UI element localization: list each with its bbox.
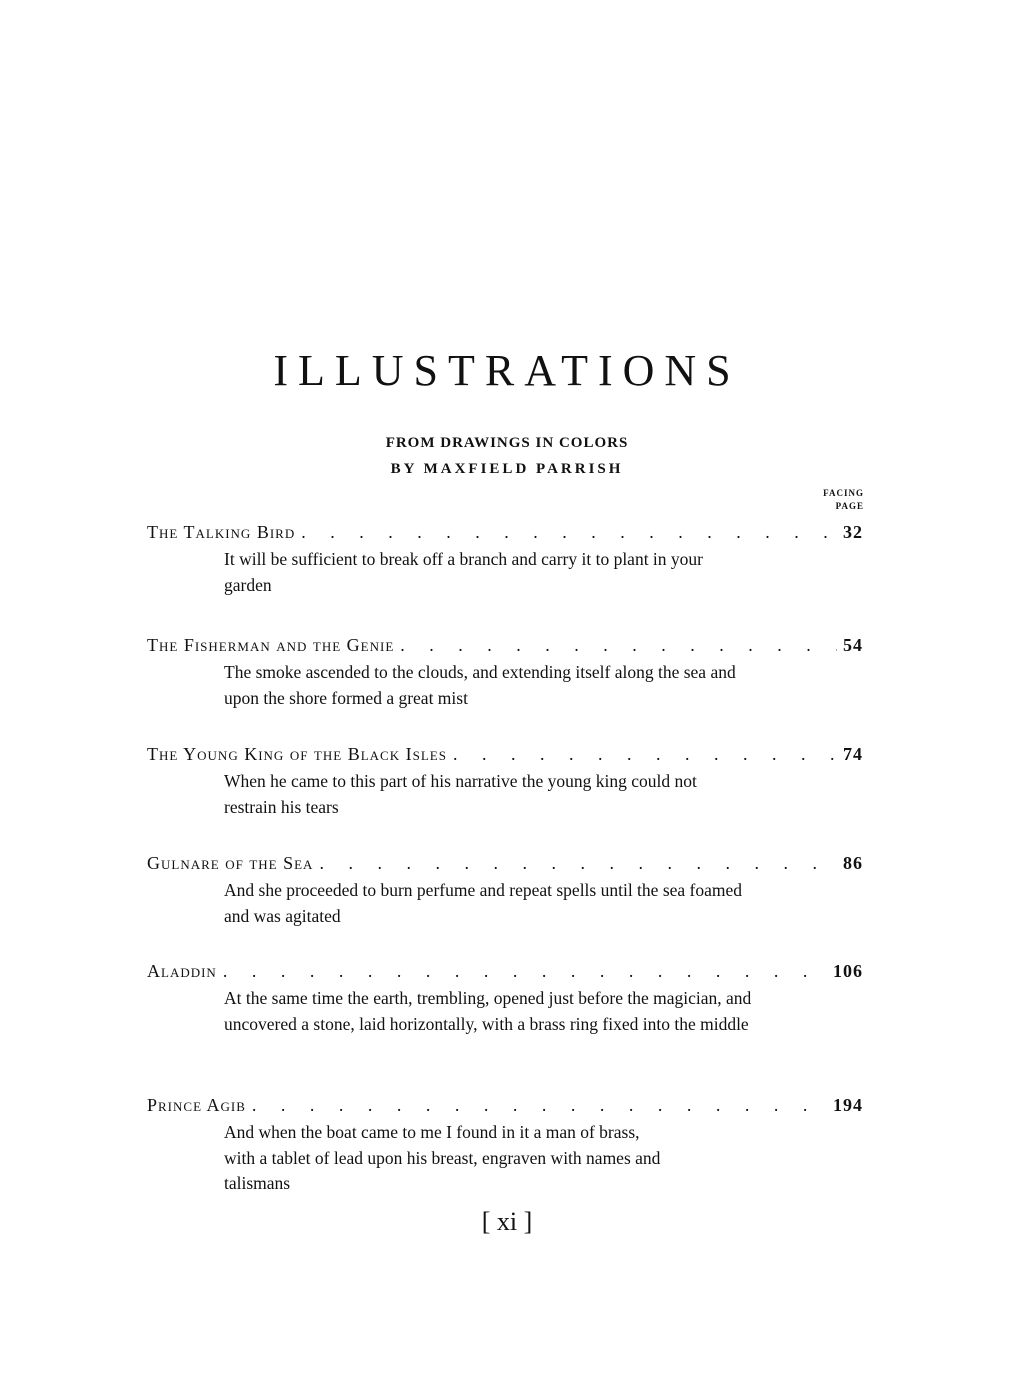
dot-leader	[301, 521, 837, 543]
illustration-entry	[147, 960, 863, 1037]
entry-page-number: 74	[843, 744, 863, 764]
entry-caption: The smoke ascended to the clouds, and extending itself along the sea and upon the shore formed a great mist	[224, 662, 736, 708]
illustration-entry	[147, 1094, 863, 1197]
entry-page-number: 54	[843, 635, 863, 655]
entry-caption: And when the boat came to me I found in it a man of brass, with a tablet of lead upon his breast, engraven with names and talismans	[224, 1122, 661, 1193]
dot-leader	[223, 960, 827, 982]
entry-heading	[147, 743, 863, 765]
subtitle-line-2: BY MAXFIELD PARRISH	[390, 461, 624, 477]
entry-page-number: 194	[833, 1095, 863, 1115]
facing-label-line-1: FACING	[823, 488, 864, 498]
entry-title: Prince Agib	[147, 1095, 246, 1115]
dot-leader	[319, 852, 837, 874]
entry-title: The Talking Bird	[147, 522, 296, 542]
entry-caption: It will be sufficient to break off a branch and carry it to plant in your garden	[224, 549, 703, 595]
entry-heading	[147, 634, 863, 656]
illustration-entry	[147, 743, 863, 820]
entry-heading	[147, 960, 863, 982]
facing-label-line-2: PAGE	[835, 501, 864, 511]
entry-heading	[147, 521, 863, 543]
entry-heading	[147, 852, 863, 874]
page-folio: [ xi ]	[481, 1207, 533, 1236]
dot-leader	[453, 743, 837, 765]
illustration-entry	[147, 521, 863, 598]
entry-heading	[147, 1094, 863, 1116]
subtitle-line-1: FROM DRAWINGS IN COLORS	[385, 435, 629, 451]
entry-caption: And she proceeded to burn perfume and repeat spells until the sea foamed and was agitated	[224, 880, 743, 926]
entry-page-number: 32	[843, 522, 863, 542]
entry-title: Aladdin	[147, 961, 217, 981]
dot-leader	[252, 1094, 827, 1116]
entry-title: The Young King of the Black Isles	[147, 744, 447, 764]
illustration-entry	[147, 634, 863, 711]
entry-caption: At the same time the earth, trembling, opened just before the magician, and uncovered a stone, laid horizontally, with a brass ring fixed into the middle	[224, 988, 752, 1034]
entry-page-number: 86	[843, 853, 863, 873]
entry-title: The Fisherman and the Genie	[147, 635, 395, 655]
entry-page-number: 106	[833, 961, 863, 981]
entry-title: Gulnare of the Sea	[147, 853, 314, 873]
facing-page-label	[823, 487, 864, 513]
page-title: ILLUSTRATIONS	[273, 346, 741, 395]
illustration-entry	[147, 852, 863, 929]
dot-leader	[400, 634, 837, 656]
entry-caption: When he came to this part of his narrative the young king could not restrain his tears	[224, 771, 697, 817]
